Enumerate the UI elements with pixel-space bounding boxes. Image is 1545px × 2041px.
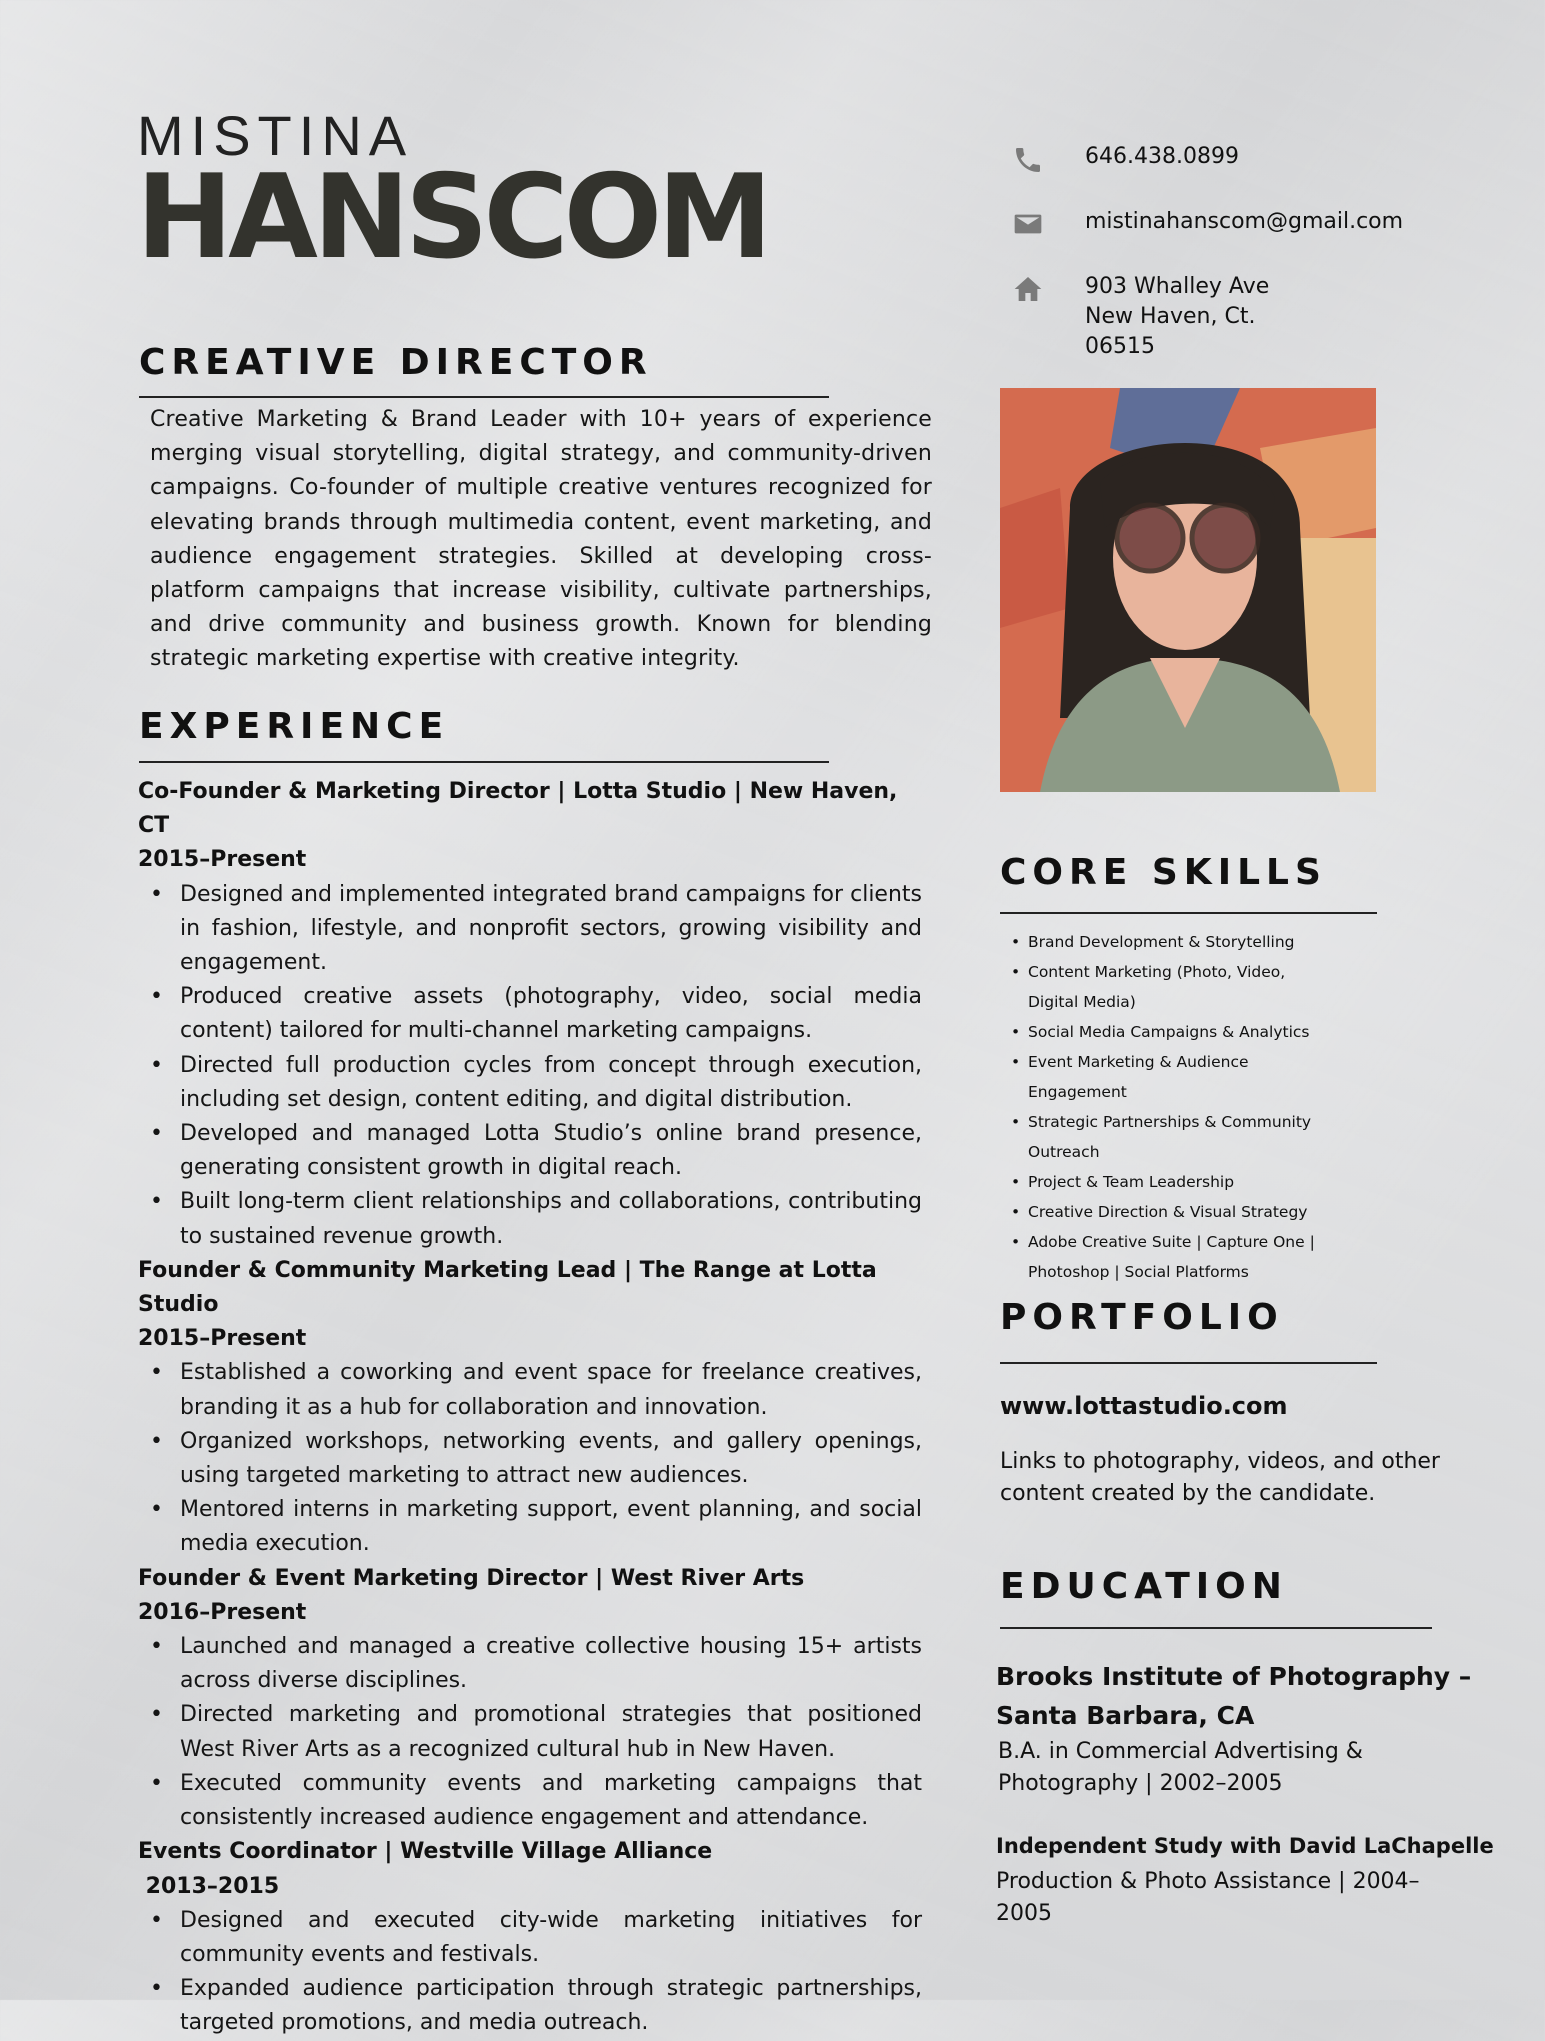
skill-item: • Brand Development & Storytelling [1010, 927, 1340, 957]
education-heading: EDUCATION [1000, 1566, 1288, 1607]
phone-icon [1012, 144, 1044, 176]
skills-divider [1000, 912, 1377, 914]
job-bullet: • Mentored interns in marketing support, event planning, and social media execution. [138, 1493, 922, 1561]
job-entry [138, 1562, 922, 1836]
independent-study-title: Independent Study with David LaChapelle [996, 1834, 1494, 1858]
skill-item: • Event Marketing & Audience Engagement [1010, 1047, 1340, 1107]
job-dates: 2015–Present [138, 847, 307, 873]
job-entry [138, 1254, 922, 1562]
experience-heading: EXPERIENCE [139, 706, 450, 747]
job-title: Founder & Community Marketing Lead | The Range at Lotta Studio [138, 1257, 877, 1318]
job-title: Founder & Event Marketing Director | West River Arts [138, 1565, 805, 1591]
job-bullet: • Expanded audience participation through strategic partnerships, targeted promotions, and media outreach. [138, 1972, 922, 2040]
portfolio-link[interactable]: www.lottastudio.com [1000, 1392, 1288, 1420]
first-name: MISTINA [137, 104, 414, 167]
job-bullet: • Designed and executed city-wide marketing initiatives for community events and festivals. [138, 1904, 922, 1972]
education-school: Brooks Institute of Photography – Santa Barbara, CA [996, 1662, 1472, 1730]
skills-list [1010, 927, 1340, 1287]
job-title: Events Coordinator | Westville Village Alliance [138, 1839, 713, 1865]
skill-item: • Project & Team Leadership [1010, 1167, 1340, 1197]
skill-item: • Content Marketing (Photo, Video, Digital Media) [1010, 957, 1340, 1017]
job-bullet: • Launched and managed a creative collective housing 15+ artists across diverse disciplines. [138, 1630, 922, 1698]
job-bullet: • Built long-term client relationships and collaborations, contributing to sustained revenue growth. [138, 1185, 922, 1253]
address [1085, 272, 1269, 362]
address-line-1: 903 Whalley Ave [1085, 274, 1270, 299]
job-entry [138, 1835, 922, 2040]
job-bullet: • Directed marketing and promotional strategies that positioned West River Arts as a recognized cultural hub in New Haven. [138, 1698, 922, 1766]
job-bullet: • Executed community events and marketing campaigns that consistently increased audience engagement and attendance. [138, 1767, 922, 1835]
portfolio-description: Links to photography, videos, and other content created by the candidate. [1000, 1449, 1440, 1506]
job-dates: 2013–2015 [138, 1873, 280, 1899]
skills-heading: CORE SKILLS [1000, 852, 1327, 893]
job-bullet: • Designed and implemented integrated brand campaigns for clients in fashion, lifestyle, and nonprofit sectors, growing visibility and engagement. [138, 878, 922, 981]
skill-item: • Social Media Campaigns & Analytics [1010, 1017, 1340, 1047]
email-address[interactable]: mistinahanscom@gmail.com [1085, 209, 1404, 234]
job-entry [138, 775, 922, 1254]
job-bullet: • Organized workshops, networking events, and gallery openings, using targeted marketing to attract new audiences. [138, 1425, 922, 1493]
summary-paragraph: Creative Marketing & Brand Leader with 10+ years of experience merging visual storytelling, digital strategy, and community-driven campaigns. Co-founder of multiple creative ventures recognized for elevating brands through multimedia content, event marketing, and audience engagement strategies. Skilled at developing cross-platform campaigns that increase visibility, cultivate partnerships, and drive community and business growth. Known for blending strategic marketing expertise with creative integrity. [150, 407, 932, 672]
skill-item: • Adobe Creative Suite | Capture One | Photoshop | Social Platforms [1010, 1227, 1340, 1287]
phone-number[interactable]: 646.438.0899 [1085, 144, 1239, 169]
title-divider [139, 396, 829, 398]
education-degree: B.A. in Commercial Advertising & Photography | 2002–2005 [998, 1739, 1363, 1796]
job-title: Co-Founder & Marketing Director | Lotta Studio | New Haven, CT [138, 779, 898, 839]
job-bullet: • Produced creative assets (photography, video, social media content) tailored for multi-channel marketing campaigns. [138, 980, 922, 1048]
last-name: HANSCOM [136, 150, 768, 285]
skill-item: • Strategic Partnerships & Community Outreach [1010, 1107, 1340, 1167]
job-bullet: • Established a coworking and event space for freelance creatives, branding it as a hub for collaboration and innovation. [138, 1356, 922, 1424]
independent-study-detail: Production & Photo Assistance | 2004–2005 [996, 1869, 1420, 1926]
experience-divider [139, 761, 829, 763]
title-heading: CREATIVE DIRECTOR [139, 342, 653, 383]
portfolio-heading: PORTFOLIO [1000, 1297, 1284, 1338]
address-line-2: New Haven, Ct. [1085, 304, 1256, 329]
skill-item: • Creative Direction & Visual Strategy [1010, 1197, 1340, 1227]
job-bullet: • Developed and managed Lotta Studio’s online brand presence, generating consistent growth in digital reach. [138, 1117, 922, 1185]
profile-photo [1000, 388, 1376, 792]
job-dates: 2015–Present [138, 1326, 307, 1352]
address-line-3: 06515 [1085, 334, 1155, 359]
mail-icon [1012, 208, 1044, 240]
home-icon [1012, 273, 1044, 305]
education-divider [1000, 1627, 1432, 1629]
portfolio-divider [1000, 1362, 1377, 1364]
job-bullet: • Directed full production cycles from concept through execution, including set design, content editing, and digital distribution. [138, 1049, 922, 1117]
job-dates: 2016–Present [138, 1599, 307, 1625]
experience-list [138, 775, 922, 2041]
